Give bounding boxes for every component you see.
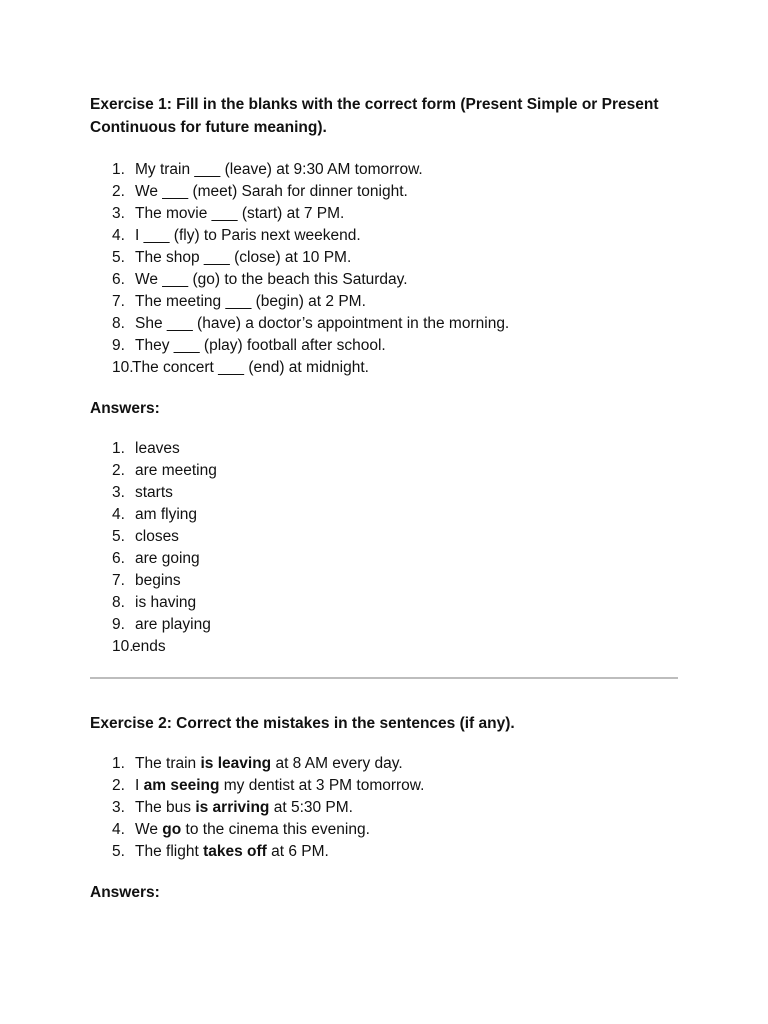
item-text-pre: The bus: [135, 799, 196, 816]
item-number: 3.: [112, 484, 125, 501]
list-item: [90, 313, 690, 335]
item-text-bold: am seeing: [143, 777, 220, 794]
list-item: [90, 460, 690, 482]
item-number: 9.: [112, 337, 125, 354]
item-text-bold: go: [162, 821, 182, 838]
list-item: [90, 592, 690, 614]
item-text-pre: The train: [135, 755, 201, 772]
item-number: 2.: [112, 183, 125, 200]
item-number: 4.: [112, 227, 125, 244]
item-text: closes: [135, 528, 179, 545]
list-item: [90, 548, 690, 570]
item-text-post: to the cinema this evening.: [181, 821, 370, 838]
item-text-post: at 6 PM.: [266, 843, 329, 860]
list-item: [90, 841, 690, 863]
item-text-post: at 5:30 PM.: [269, 799, 353, 816]
list-item: [90, 819, 690, 841]
item-number: 6.: [112, 271, 125, 288]
list-item: [90, 753, 690, 775]
list-item: [90, 636, 690, 658]
item-text-bold: takes off: [203, 843, 267, 860]
item-number: 4.: [112, 506, 125, 523]
item-text: ends: [132, 638, 166, 655]
item-number: 10.: [112, 359, 134, 376]
list-item: [90, 614, 690, 636]
item-text-pre: I: [135, 777, 144, 794]
item-text: We ___ (meet) Sarah for dinner tonight.: [135, 183, 408, 200]
list-item: [90, 203, 690, 225]
item-number: 1.: [112, 755, 125, 772]
exercise1-answers-label: Answers:: [90, 400, 160, 417]
item-text: My train ___ (leave) at 9:30 AM tomorrow.: [135, 161, 423, 178]
item-text: The shop ___ (close) at 10 PM.: [135, 249, 352, 266]
item-text: starts: [135, 484, 173, 501]
exercise1-answer-list: [90, 438, 690, 658]
list-item: [90, 570, 690, 592]
item-number: 8.: [112, 594, 125, 611]
item-text: are playing: [135, 616, 211, 633]
item-number: 4.: [112, 821, 125, 838]
item-text: The concert ___ (end) at midnight.: [132, 359, 369, 376]
item-text-pre: The flight: [135, 843, 204, 860]
item-number: 6.: [112, 550, 125, 567]
list-item: [90, 291, 690, 313]
list-item: [90, 335, 690, 357]
item-text: are going: [135, 550, 200, 567]
item-number: 10.: [112, 638, 134, 655]
item-number: 5.: [112, 843, 125, 860]
list-item: [90, 269, 690, 291]
list-item: [90, 504, 690, 526]
exercise2-sentence-list: [90, 753, 690, 863]
item-number: 2.: [112, 777, 125, 794]
list-item: [90, 159, 690, 181]
item-text: begins: [135, 572, 181, 589]
exercise1-question-list: [90, 159, 690, 379]
item-text: She ___ (have) a doctor’s appointment in the morning.: [135, 315, 510, 332]
item-text: I ___ (fly) to Paris next weekend.: [135, 227, 361, 244]
item-text: We ___ (go) to the beach this Saturday.: [135, 271, 408, 288]
item-text-bold: is arriving: [195, 799, 270, 816]
item-text-post: at 8 AM every day.: [271, 755, 403, 772]
item-number: 7.: [112, 293, 125, 310]
item-text: The meeting ___ (begin) at 2 PM.: [135, 293, 366, 310]
item-number: 3.: [112, 205, 125, 222]
item-number: 2.: [112, 462, 125, 479]
item-text-post: my dentist at 3 PM tomorrow.: [219, 777, 425, 794]
item-text: am flying: [135, 506, 198, 523]
item-text-pre: We: [135, 821, 163, 838]
exercise2-title: Exercise 2: Correct the mistakes in the sentences (if any).: [90, 715, 515, 732]
list-item: [90, 438, 690, 460]
list-item: [90, 482, 690, 504]
worksheet-page: [90, 93, 690, 904]
item-number: 3.: [112, 799, 125, 816]
item-text: is having: [135, 594, 197, 611]
item-text: leaves: [135, 440, 180, 457]
item-text: They ___ (play) football after school.: [135, 337, 386, 354]
list-item: [90, 225, 690, 247]
item-number: 5.: [112, 249, 125, 266]
list-item: [90, 526, 690, 548]
item-number: 9.: [112, 616, 125, 633]
item-number: 5.: [112, 528, 125, 545]
exercise1-title-line2: Continuous for future meaning).: [90, 119, 327, 136]
item-number: 8.: [112, 315, 125, 332]
item-text-bold: is leaving: [200, 755, 272, 772]
list-item: [90, 775, 690, 797]
item-text: are meeting: [135, 462, 217, 479]
item-number: 1.: [112, 161, 125, 178]
list-item: [90, 247, 690, 269]
list-item: [90, 181, 690, 203]
item-text: The movie ___ (start) at 7 PM.: [135, 205, 345, 222]
item-number: 1.: [112, 440, 125, 457]
exercise1-title-line1: Exercise 1: Fill in the blanks with the correct form (Present Simple or Present: [90, 96, 659, 113]
exercise2-answers-label: Answers:: [90, 884, 160, 901]
list-item: [90, 357, 690, 379]
list-item: [90, 797, 690, 819]
item-number: 7.: [112, 572, 125, 589]
